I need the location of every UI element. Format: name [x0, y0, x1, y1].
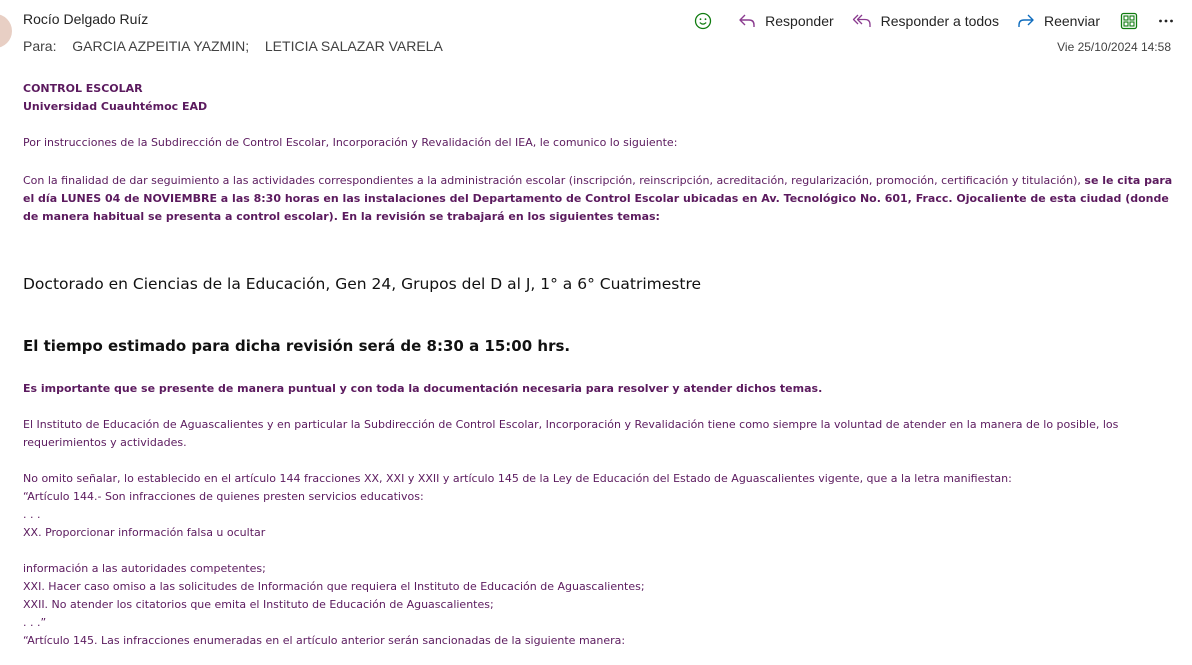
- apps-button[interactable]: [1120, 12, 1138, 30]
- law-intro: No omito señalar, lo establecido en el artículo 144 fracciones XX, XXI y XXII y artículo 145 de la Ley de Educación del Estado de Aguascalientes vigente, que a la letra manifiestan:: [23, 472, 1012, 485]
- org-name: CONTROL ESCOLAR: [23, 82, 143, 95]
- more-icon: [1158, 18, 1174, 24]
- fraction-xx: XX. Proporcionar información falsa u ocultar: [23, 526, 266, 539]
- reply-all-button[interactable]: [852, 13, 999, 29]
- forward-label: Reenviar: [1043, 13, 1100, 29]
- reply-all-label: Responder a todos: [880, 13, 999, 29]
- important-note: Es importante que se presente de manera puntual y con toda la documentación necesaria para resolver y atender dichos temas.: [23, 382, 823, 395]
- reply-icon: [738, 13, 756, 29]
- smiley-icon: [694, 12, 712, 30]
- recipient[interactable]: GARCIA AZPEITIA YAZMIN;: [72, 38, 250, 54]
- time-line: El tiempo estimado para dicha revisión será de 8:30 a 15:00 hrs.: [23, 337, 571, 355]
- article-144: “Artículo 144.- Son infracciones de quienes presten servicios educativos:: [23, 490, 424, 503]
- fraction-xx-cont: información a las autoridades competentes;: [23, 562, 266, 575]
- ellipsis-close: . . .”: [23, 616, 47, 629]
- reply-all-icon: [852, 13, 872, 29]
- recipients-line: [23, 38, 443, 54]
- recipient[interactable]: LETICIA SALAZAR VARELA: [264, 38, 443, 54]
- message-toolbar: [694, 9, 1174, 33]
- forward-icon: [1017, 13, 1035, 29]
- reply-button[interactable]: [738, 13, 834, 29]
- apps-grid-icon: [1120, 12, 1138, 30]
- citation-paragraph: [23, 172, 1173, 226]
- citation-text: Con la finalidad de dar seguimiento a las actividades correspondientes a la administración escolar (inscripción, reinscripción, acreditación, regularización, promoción, certificación y titulación),: [23, 174, 1085, 187]
- citation-bold-text: se le cita para el día LUNES 04 de NOVIEMBRE a las 8:30 horas en las instalaciones del Departamento de Control Escolar ubicadas en Av. Tecnológico No. 601, Fracc. Ojocaliente de esta ciudad (donde de manera habitual se presenta a control escolar). En la revisión se trabajará en los siguientes temas:: [23, 174, 1173, 223]
- more-actions-button[interactable]: [1158, 18, 1174, 24]
- sent-date: Vie 25/10/2024 14:58: [1057, 40, 1171, 54]
- fraction-xxii: XXII. No atender los citatorios que emita el Instituto de Educación de Aguascalientes;: [23, 598, 494, 611]
- fraction-xxi: XXI. Hacer caso omiso a las solicitudes de Información que requiera el Instituto de Educación de Aguascalientes;: [23, 580, 645, 593]
- to-label: Para:: [23, 38, 57, 54]
- intro-paragraph: Por instrucciones de la Subdirección de Control Escolar, Incorporación y Revalidación del IEA, le comunico lo siguiente:: [23, 136, 678, 149]
- message-body: [23, 80, 1173, 650]
- article-145: “Artículo 145. Las infracciones enumeradas en el artículo anterior serán sancionadas de la siguiente manera:: [23, 634, 626, 647]
- reply-label: Responder: [765, 13, 834, 29]
- ellipsis: . . .: [23, 508, 41, 521]
- react-emoji-button[interactable]: [694, 12, 712, 30]
- avatar[interactable]: [0, 14, 12, 48]
- program-line: Doctorado en Ciencias de la Educación, Gen 24, Grupos del D al J, 1° a 6° Cuatrimestre: [23, 275, 702, 293]
- institute-paragraph: El Instituto de Educación de Aguascalientes y en particular la Subdirección de Control Escolar, Incorporación y Revalidación tiene como siempre la voluntad de atender en la manera de lo posible, los requerimientos y actividades.: [23, 418, 1119, 449]
- sender-name[interactable]: Rocío Delgado Ruíz: [23, 11, 149, 27]
- forward-button[interactable]: [1017, 13, 1100, 29]
- org-university: Universidad Cuauhtémoc EAD: [23, 100, 208, 113]
